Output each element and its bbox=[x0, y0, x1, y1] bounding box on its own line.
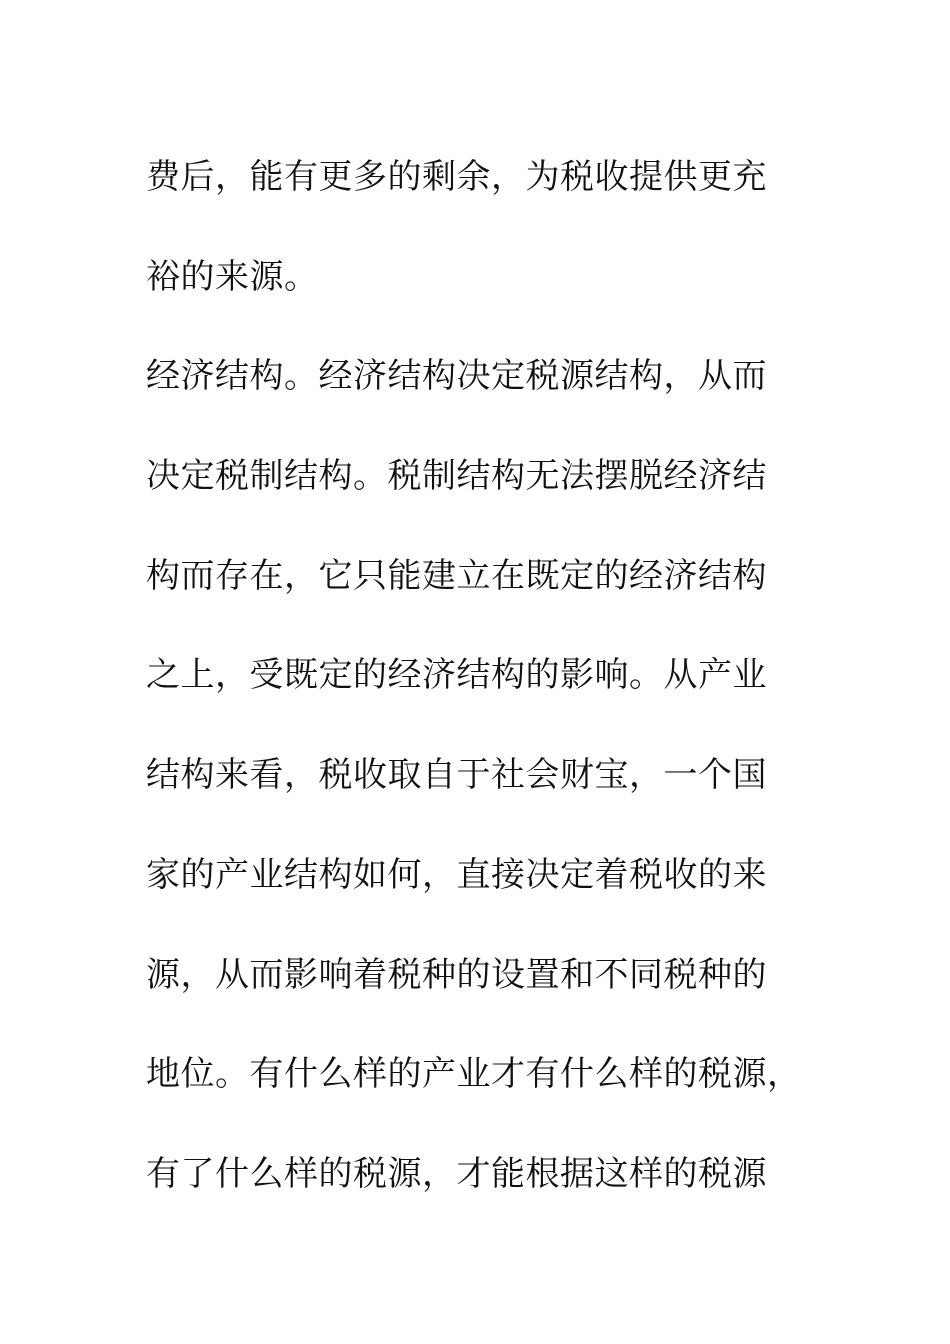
text-line: 源，从而影响着税种的设置和不同税种的 bbox=[146, 954, 767, 995]
text-line: 结构来看，税收取自于社会财宝，一个国 bbox=[146, 755, 767, 796]
text-line: 构而存在，它只能建立在既定的经济结构 bbox=[146, 555, 767, 596]
text-line: 之上，受既定的经济结构的影响。从产业 bbox=[146, 655, 767, 696]
text-line: 有了什么样的税源，才能根据这样的税源 bbox=[146, 1153, 767, 1194]
body-text bbox=[146, 128, 846, 1225]
text-line: 家的产业结构如何，直接决定着税收的来 bbox=[146, 854, 767, 895]
text-line: 裕的来源。 bbox=[146, 256, 319, 297]
text-line: 决定税制结构。税制结构无法摆脱经济结 bbox=[146, 456, 767, 497]
text-line: 费后，能有更多的剩余，为税收提供更充 bbox=[146, 157, 767, 197]
text-line: 经济结构。经济结构决定税源结构，从而 bbox=[146, 356, 767, 397]
text-line: 地位。有什么样的产业才有什么样的税源， bbox=[146, 1054, 802, 1095]
